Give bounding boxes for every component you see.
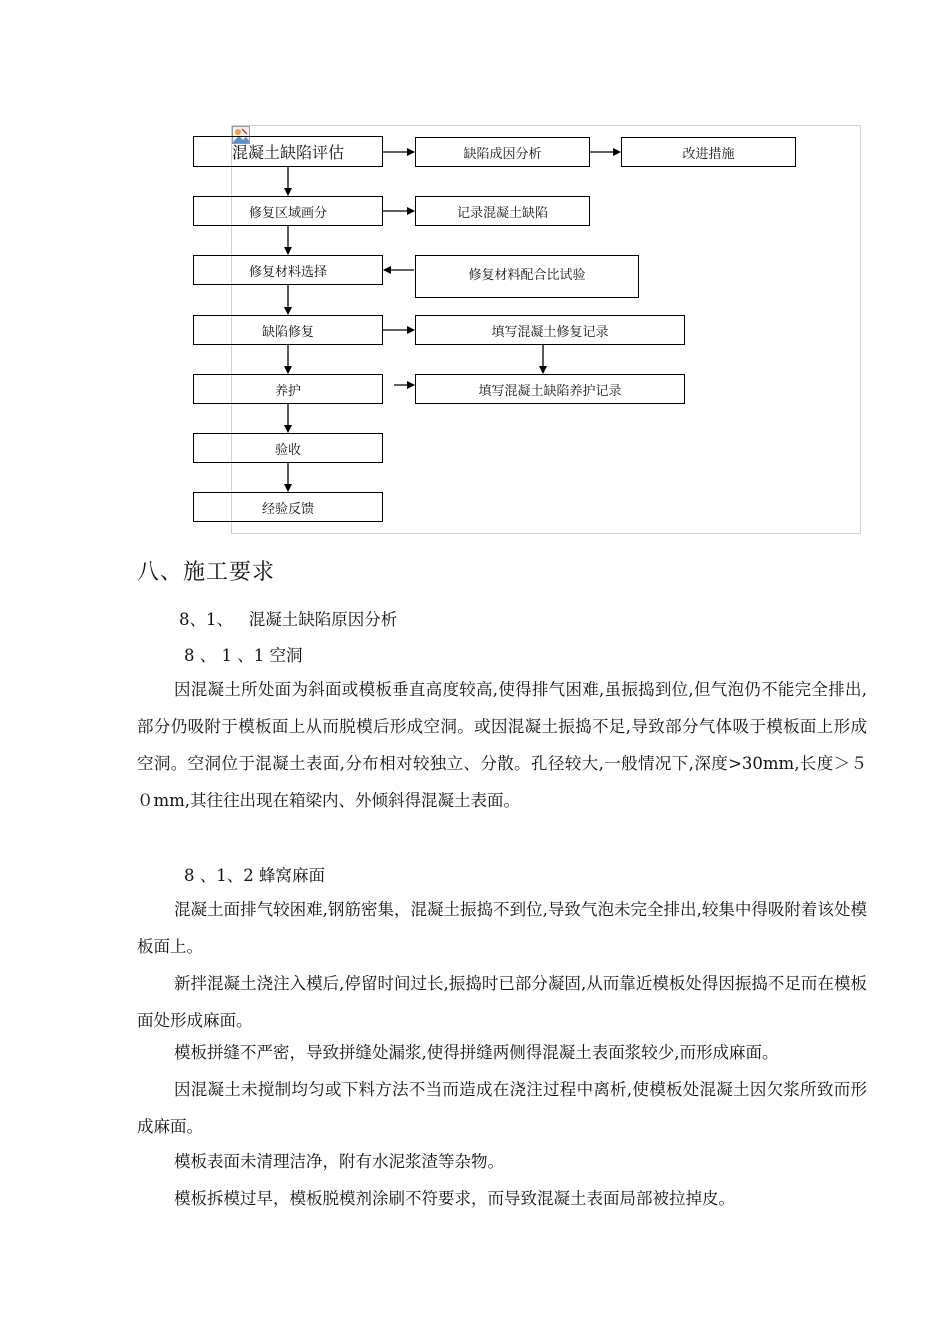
paragraph-void-causes: 因混凝土所处面为斜面或模板垂直高度较高,使得排气困难,虽振捣到位,但气泡仍不能完全排出,部分仍吸附于模板面上从而脱模后形成空洞。或因混凝土振捣不足,导致部分气体吸于模板面上形成空洞。空洞位于混凝土表面,分布相对较独立、分散。孔径较大,一般情况下,深度>30mm,长度＞５０mm,其往往出现在箱梁内、外倾斜得混凝土表面。: [137, 680, 867, 810]
paragraph-honeycomb-3: 模板拼缝不严密，导致拼缝处漏浆,使得拼缝两侧得混凝土表面浆较少,而形成麻面。: [174, 1043, 779, 1062]
paragraph-honeycomb-5: 模板表面未清理洁净，附有水泥浆渣等杂物。: [174, 1152, 504, 1171]
flow-box-feedback: 经验反馈: [193, 492, 383, 522]
paragraph-honeycomb-4: 因混凝土未搅制均匀或下料方法不当而造成在浇注过程中离析,使模板处混凝土因欠浆所致而形成麻面。: [137, 1080, 867, 1136]
subsubsection-heading-void: 8 、 1 、1 空洞: [184, 646, 303, 665]
flow-box-curing-record: 填写混凝土缺陷养护记录: [415, 374, 685, 404]
subsubsection-heading-honeycomb: 8 、1、2 蜂窝麻面: [184, 866, 325, 885]
flow-box-improvement: 改进措施: [621, 137, 796, 167]
paragraph-honeycomb-2: 新拌混凝土浇注入模后,停留时间过长,振捣时已部分凝固,从而靠近模板处得因振捣不足而在模板面处形成麻面。: [137, 974, 867, 1030]
subsection-heading: 8、1、 混凝土缺陷原因分析: [179, 610, 398, 629]
flow-box-record-defect: 记录混凝土缺陷: [415, 196, 590, 226]
flow-box-defect-assessment: 混凝土缺陷评估: [193, 136, 383, 167]
paragraph-honeycomb-6: 模板拆模过早，模板脱模剂涂刷不符要求，而导致混凝土表面局部被拉掉皮。: [174, 1189, 735, 1208]
flow-box-acceptance: 验收: [193, 433, 383, 463]
flow-box-repair-area: 修复区域画分: [193, 196, 383, 226]
flow-box-material-selection: 修复材料选择: [193, 255, 383, 285]
section-title: 八、施工要求: [137, 560, 276, 585]
flowchart-arrows: [0, 0, 950, 560]
flow-box-mix-test: 修复材料配合比试验: [415, 255, 639, 298]
flow-box-defect-repair: 缺陷修复: [193, 315, 383, 345]
flow-box-cause-analysis: 缺陷成因分析: [415, 137, 590, 167]
flow-box-repair-record: 填写混凝土修复记录: [415, 315, 685, 345]
paragraph-honeycomb-1: 混凝土面排气较困难,钢筋密集，混凝土振捣不到位,导致气泡未完全排出,较集中得吸附着该处模板面上。: [137, 900, 867, 956]
flow-box-curing: 养护: [193, 374, 383, 404]
